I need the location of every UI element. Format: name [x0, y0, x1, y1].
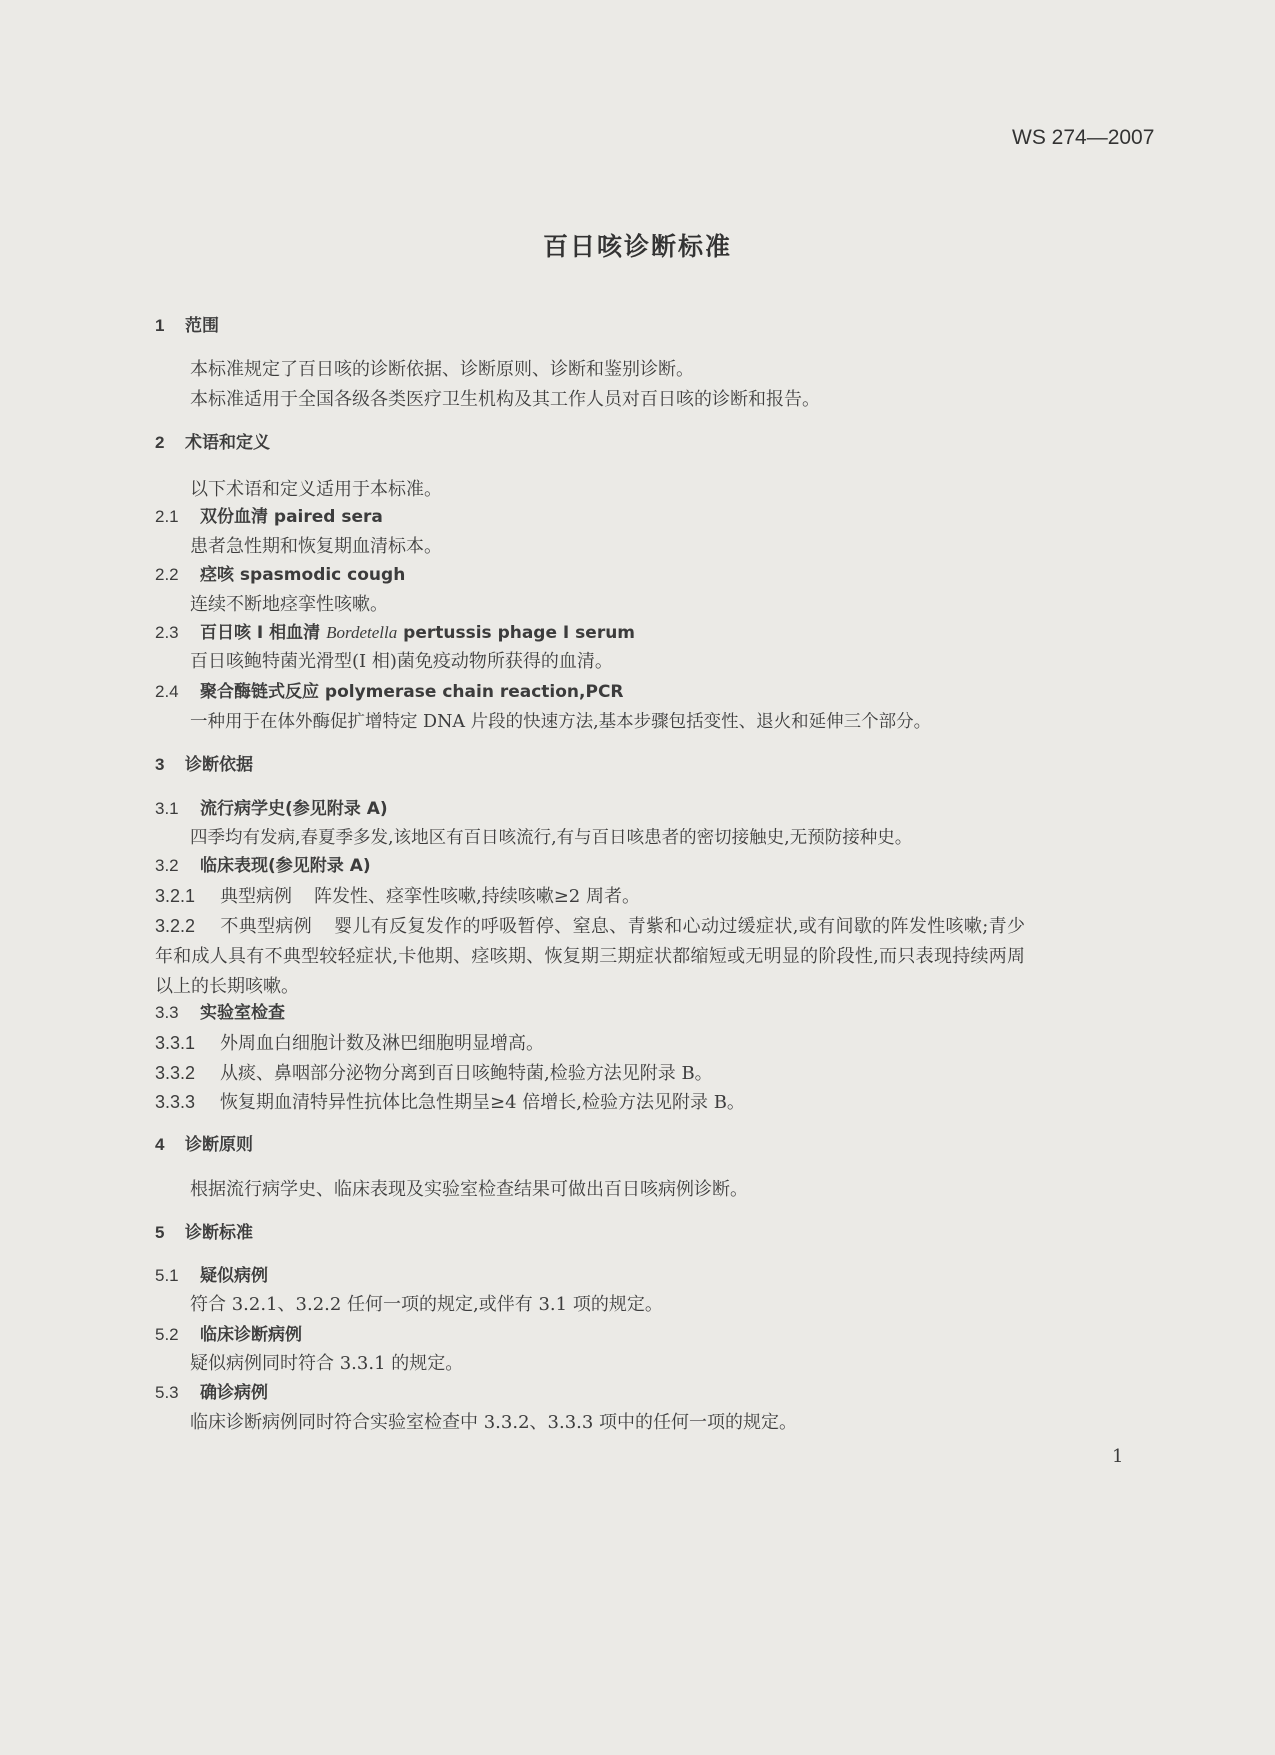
- subsection-heading: [155, 1324, 302, 1346]
- paragraph: 临床诊断病例同时符合实验室检查中 3.3.2、3.3.3 项中的任何一项的规定。: [190, 1412, 798, 1433]
- section-number: 4: [155, 1135, 165, 1154]
- clause-text: 从痰、鼻咽部分泌物分离到百日咳鲍特菌,检验方法见附录 B。: [220, 1063, 713, 1084]
- clause-number: 3.2.1: [155, 886, 196, 906]
- section-number: 5: [155, 1223, 165, 1242]
- paragraph: 本标准规定了百日咳的诊断依据、诊断原则、诊断和鉴别诊断。: [190, 359, 694, 380]
- section-title: 诊断依据: [185, 755, 253, 775]
- section-number: 3: [155, 755, 165, 774]
- term-heading: [155, 564, 405, 586]
- subsection-title: 实验室检查: [200, 1003, 285, 1023]
- clause-text: 婴儿有反复发作的呼吸暂停、窒息、青紫和心动过缓症状,或有间歇的阵发性咳嗽;青少年和成人具有不典型较轻症状,卡他期、痉咳期、恢复期三期症状都缩短或无明显的阶段性,而只表现持续两周以上的长期咳嗽。: [155, 916, 1025, 997]
- subsection-title: 临床诊断病例: [200, 1325, 302, 1345]
- page-number: 1: [1112, 1446, 1124, 1467]
- term-heading: [155, 506, 383, 528]
- term-heading: [155, 681, 624, 703]
- subsection-heading: [155, 855, 371, 877]
- term-title: 双份血清 paired sera: [200, 507, 383, 527]
- term-heading: [155, 622, 635, 644]
- term-title: 痉咳 spasmodic cough: [200, 565, 406, 585]
- section-number: 2: [155, 433, 165, 452]
- section-2-heading: [155, 432, 270, 454]
- clause-number: 3.3.2: [155, 1063, 196, 1083]
- standard-code: WS 274—2007: [1012, 126, 1155, 149]
- paragraph: 四季均有发病,春夏季多发,该地区有百日咳流行,有与百日咳患者的密切接触史,无预防接种史。: [190, 828, 913, 848]
- clause-number: 3.3.1: [155, 1033, 196, 1053]
- subsection-number: 5.3: [155, 1383, 179, 1402]
- subsection-number: 3.3: [155, 1003, 179, 1022]
- clause-3-2-2: [155, 911, 1025, 1002]
- term-number: 2.4: [155, 682, 179, 701]
- paragraph: 以下术语和定义适用于本标准。: [190, 479, 442, 500]
- section-number: 1: [155, 316, 165, 335]
- clause-number: 3.2.2: [155, 916, 196, 936]
- subsection-title: 疑似病例: [200, 1266, 268, 1286]
- subsection-number: 5.1: [155, 1266, 179, 1285]
- term-title-italic: Bordetella: [326, 623, 398, 642]
- subsection-heading: [155, 1382, 268, 1404]
- term-number: 2.2: [155, 565, 179, 584]
- paragraph: 疑似病例同时符合 3.3.1 的规定。: [190, 1353, 464, 1374]
- section-4-heading: [155, 1134, 253, 1156]
- page-title: 百日咳诊断标准: [542, 232, 732, 261]
- clause-text: 阵发性、痉挛性咳嗽,持续咳嗽≥2 周者。: [314, 886, 640, 907]
- section-title: 诊断原则: [185, 1135, 253, 1155]
- term-number: 2.1: [155, 507, 179, 526]
- term-title: 百日咳 I 相血清: [200, 623, 327, 643]
- clause-3-2-1: [155, 885, 640, 908]
- term-definition: 一种用于在体外酶促扩增特定 DNA 片段的快速方法,基本步骤包括变性、退火和延伸三个部分。: [190, 712, 932, 732]
- term-title: pertussis phage I serum: [397, 623, 636, 643]
- subsection-heading: [155, 798, 388, 820]
- clause-number: 3.3.3: [155, 1092, 196, 1112]
- paragraph: 符合 3.2.1、3.2.2 任何一项的规定,或伴有 3.1 项的规定。: [190, 1294, 663, 1315]
- section-5-heading: [155, 1222, 253, 1244]
- clause-3-3-3: [155, 1091, 745, 1114]
- subsection-number: 5.2: [155, 1325, 179, 1344]
- clause-3-3-1: [155, 1032, 544, 1055]
- subsection-heading: [155, 1002, 285, 1024]
- section-title: 范围: [185, 316, 219, 336]
- clause-label: 典型病例: [220, 886, 292, 907]
- subsection-number: 3.1: [155, 799, 179, 818]
- clause-text: 恢复期血清特异性抗体比急性期呈≥4 倍增长,检验方法见附录 B。: [220, 1092, 745, 1113]
- section-title: 诊断标准: [185, 1223, 253, 1243]
- clause-text: 外周血白细胞计数及淋巴细胞明显增高。: [220, 1033, 544, 1054]
- subsection-number: 3.2: [155, 856, 179, 875]
- paragraph: 本标准适用于全国各级各类医疗卫生机构及其工作人员对百日咳的诊断和报告。: [190, 389, 820, 410]
- subsection-title: 临床表现(参见附录 A): [200, 856, 371, 876]
- term-definition: 连续不断地痉挛性咳嗽。: [190, 594, 388, 615]
- term-number: 2.3: [155, 623, 179, 642]
- section-3-heading: [155, 754, 253, 776]
- subsection-heading: [155, 1265, 268, 1287]
- subsection-title: 确诊病例: [200, 1383, 268, 1403]
- paragraph: 根据流行病学史、临床表现及实验室检查结果可做出百日咳病例诊断。: [190, 1179, 748, 1200]
- subsection-title: 流行病学史(参见附录 A): [200, 799, 388, 819]
- section-1-heading: [155, 315, 219, 337]
- clause-3-3-2: [155, 1062, 713, 1085]
- term-title: 聚合酶链式反应 polymerase chain reaction,PCR: [200, 682, 624, 702]
- clause-label: 不典型病例: [220, 916, 313, 937]
- term-definition: 患者急性期和恢复期血清标本。: [190, 536, 442, 557]
- term-definition: 百日咳鲍特菌光滑型(I 相)菌免疫动物所获得的血清。: [190, 651, 613, 672]
- section-title: 术语和定义: [185, 433, 270, 453]
